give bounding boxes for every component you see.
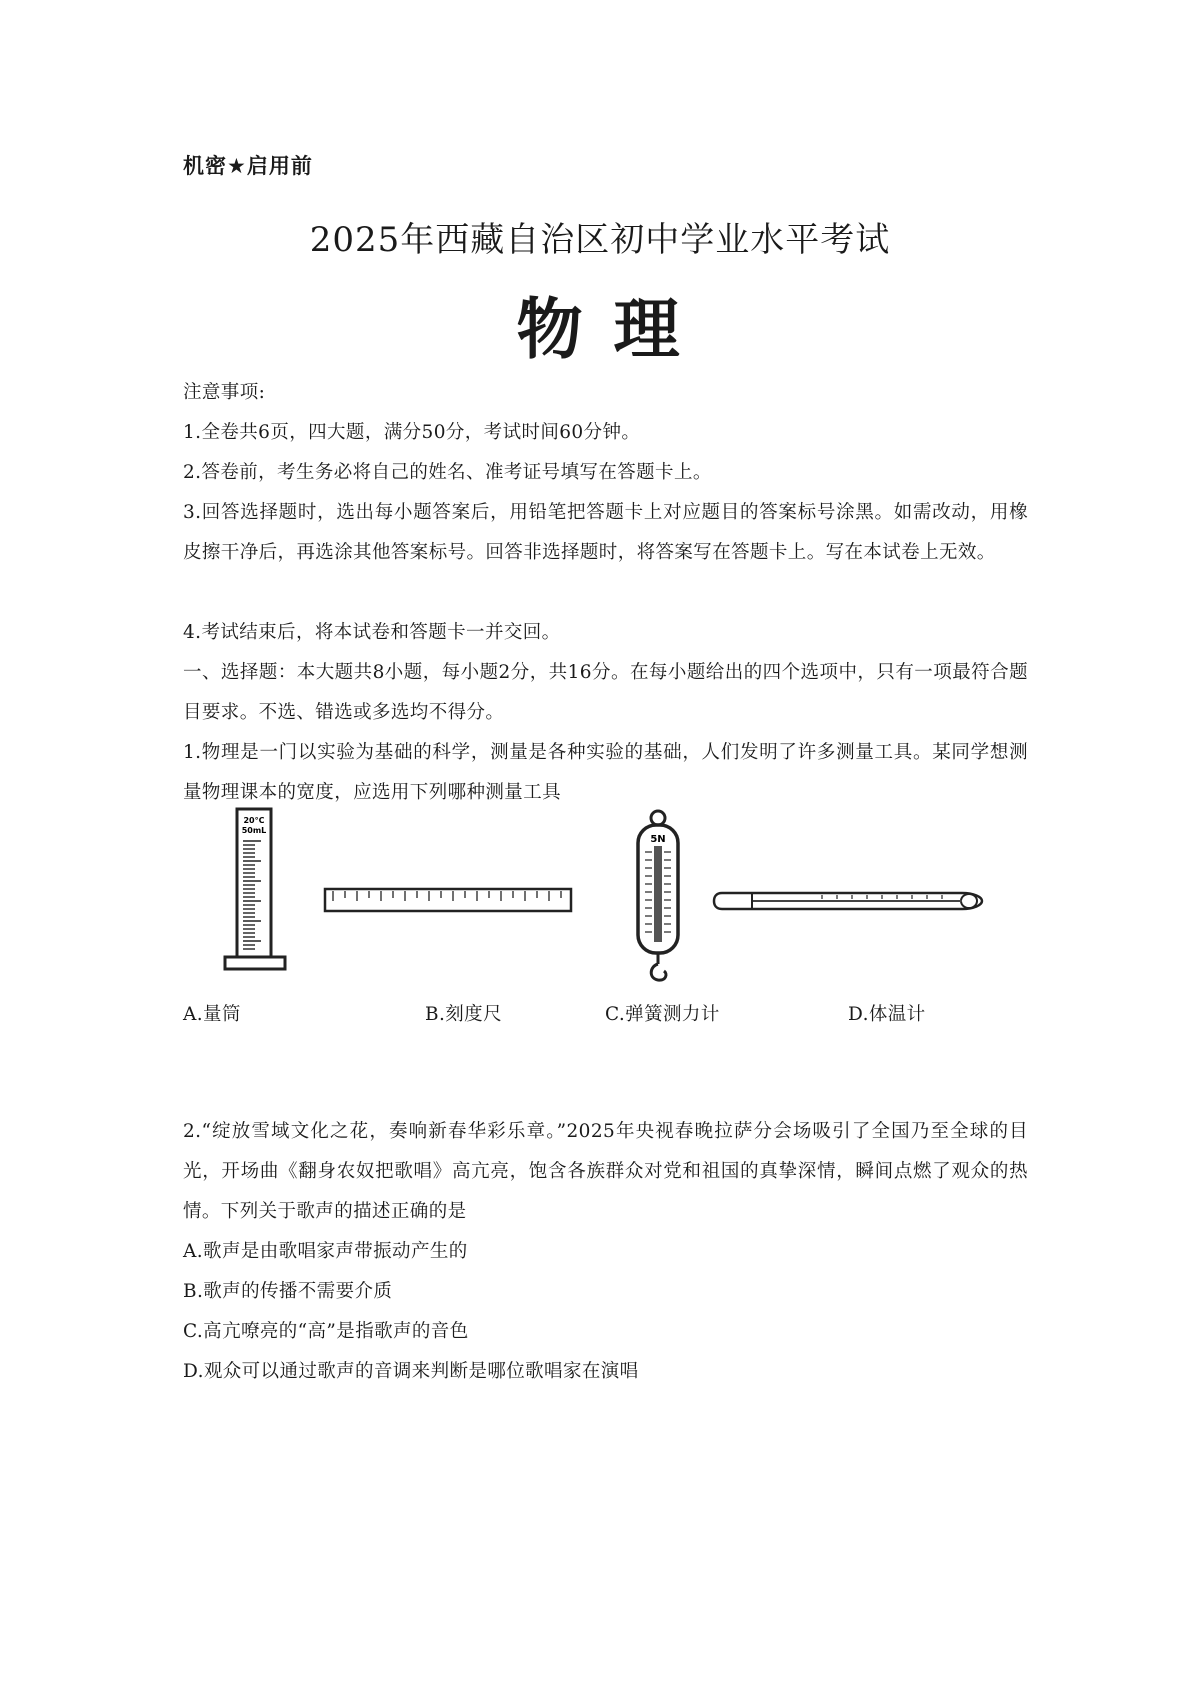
q2-option-c: C.高亢嘹亮的“高”是指歌声的音色 [183,1321,469,1342]
spring-scale-image [630,808,686,986]
question-2-stem: 2.“绽放雪域文化之花，奏响新春华彩乐章。”2025年央视春晚拉萨分会场吸引了全国乃至全球的目光，开场曲《翻身农奴把歌唱》高亢亮，饱含各族群众对党和祖国的真挚深情，瞬间点燃了观众的热情。下列关于歌声的描述正确的是 [183,1121,1028,1222]
thermometer-image [712,885,992,917]
q1-option-d: D.体温计 [848,1004,926,1025]
cylinder-capacity-label: 50mL [241,826,267,835]
notice-heading: 注意事项: [183,382,266,403]
section-1-heading: 一、选择题：本大题共8小题，每小题2分，共16分。在每小题给出的四个选项中，只有一项最符合题目要求。不选、错选或多选均不得分。 [183,662,1028,723]
subject-title: 物 理 [516,291,684,368]
measuring-cylinder-image [223,805,287,975]
q1-option-a: A.量筒 [183,1004,241,1025]
cylinder-temp-label: 20°C [243,816,265,825]
q2-option-d: D.观众可以通过歌声的音调来判断是哪位歌唱家在演唱 [183,1361,639,1382]
spring-scale-range-label: 5N [650,834,666,845]
exam-title: 2025年西藏自治区初中学业水平考试 [309,220,891,260]
notice-item-4: 4.考试结束后，将本试卷和答题卡一并交回。 [183,622,561,643]
q2-option-b: B.歌声的传播不需要介质 [183,1281,393,1302]
q1-option-c: C.弹簧测力计 [605,1004,720,1025]
notice-item-1: 1.全卷共6页，四大题，满分50分，考试时间60分钟。 [183,422,641,443]
q1-option-b: B.刻度尺 [425,1004,502,1025]
notice-item-2: 2.答卷前，考生务必将自己的姓名、准考证号填写在答题卡上。 [183,462,712,483]
notice-item-3: 3.回答选择题时，选出每小题答案后，用铅笔把答题卡上对应题目的答案标号涂黑。如需改动，用橡皮擦干净后，再选涂其他答案标号。回答非选择题时，将答案写在答题卡上。写在本试卷上无效。 [183,502,1028,563]
ruler-image [323,885,573,915]
confidential-mark: 机密★启用前 [183,154,313,178]
question-1-stem: 1.物理是一门以实验为基础的科学，测量是各种实验的基础，人们发明了许多测量工具。某同学想测量物理课本的宽度，应选用下列哪种测量工具 [183,742,1028,803]
q2-option-a: A.歌声是由歌唱家声带振动产生的 [183,1241,468,1262]
